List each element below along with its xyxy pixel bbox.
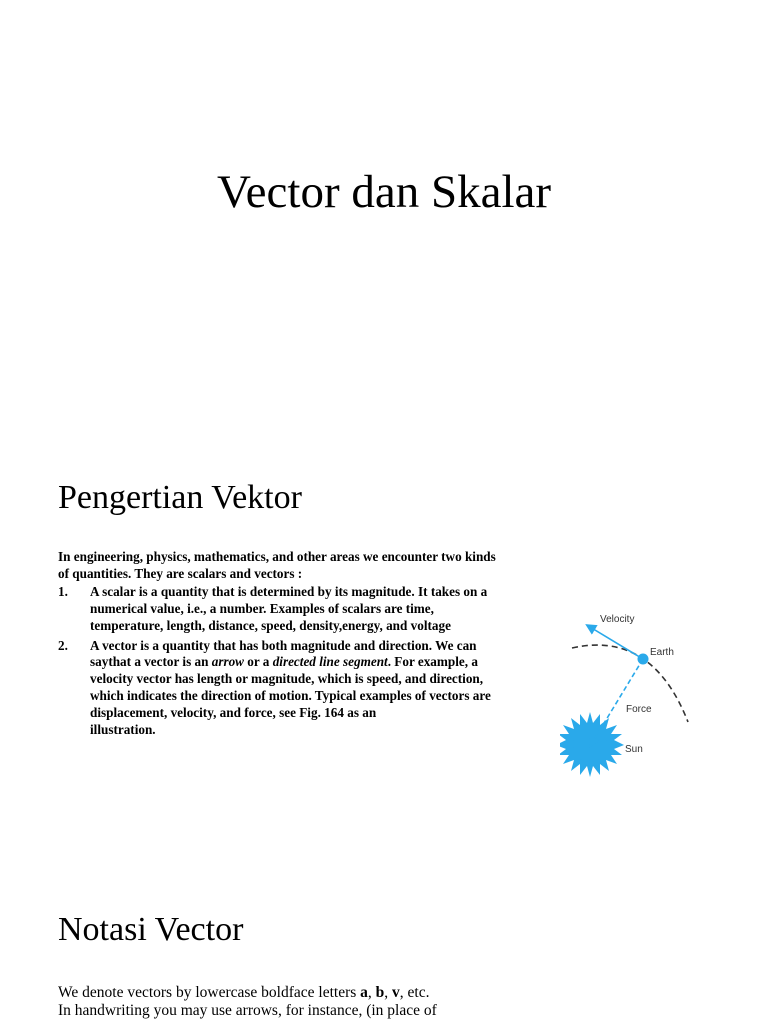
vector-text-part-c: . For example, a velocity vector has length or magnitude, which is speed, and direction, which indicates the direction of motion. Typical examples of vectors are displacement, velocity, and force, see Fig. 164 as an	[90, 654, 491, 721]
list-item-vector	[58, 638, 510, 739]
section-heading-pengertian: Pengertian Vektor	[58, 479, 302, 516]
notasi-line-1-end: , etc.	[399, 984, 430, 1001]
notasi-line-1	[58, 984, 518, 1002]
force-label: Force	[626, 704, 652, 715]
list-item-number: 1.	[58, 583, 68, 599]
earth-label: Earth	[650, 647, 674, 658]
segment-words: directed line segment	[272, 654, 388, 670]
velocity-label: Velocity	[600, 614, 635, 625]
bold-letter-a: a	[360, 984, 368, 1001]
bold-letter-b: b	[375, 984, 385, 1001]
section-heading-notasi: Notasi Vector	[58, 911, 244, 948]
list-item-text	[90, 638, 510, 739]
arrow-word: arrow	[211, 654, 244, 670]
list-item-scalar	[58, 584, 510, 635]
definition-list	[58, 584, 510, 739]
vector-text-part-a: A vector is a quantity that has both magnitude and direction. We can saythat a vector is an	[90, 637, 477, 670]
vector-text-part-d: illustration.	[90, 722, 156, 738]
pengertian-body	[58, 549, 510, 742]
list-item-number: 2.	[58, 637, 68, 653]
force-arrow	[592, 659, 643, 743]
slide-title: Vector dan Skalar	[216, 166, 552, 218]
intro-paragraph: In engineering, physics, mathematics, and other areas we encounter two kinds of quantities. They are scalars and vectors :	[58, 549, 496, 581]
notasi-line-1-text: We denote vectors by lowercase boldface letters	[58, 984, 361, 1001]
vector-text-part-b: or a	[243, 654, 273, 670]
notasi-line-2: In handwriting you may use arrows, for instance, (in place of	[58, 1002, 437, 1019]
notasi-body	[58, 984, 518, 1020]
sun-core	[573, 728, 607, 762]
sun-label: Sun	[625, 744, 643, 755]
separator: ,	[384, 984, 393, 1001]
sun-earth-vector-figure	[560, 600, 700, 785]
velocity-arrow	[590, 627, 643, 659]
list-item-text: A scalar is a quantity that is determined by its magnitude. It takes on a numerical value, i.e., a number. Examples of scalars are time, temperature, length, distance, speed, density,energy, and voltage	[90, 583, 488, 633]
bold-letter-v: v	[392, 984, 400, 1001]
sun-icon	[560, 712, 624, 777]
separator: ,	[367, 984, 376, 1001]
